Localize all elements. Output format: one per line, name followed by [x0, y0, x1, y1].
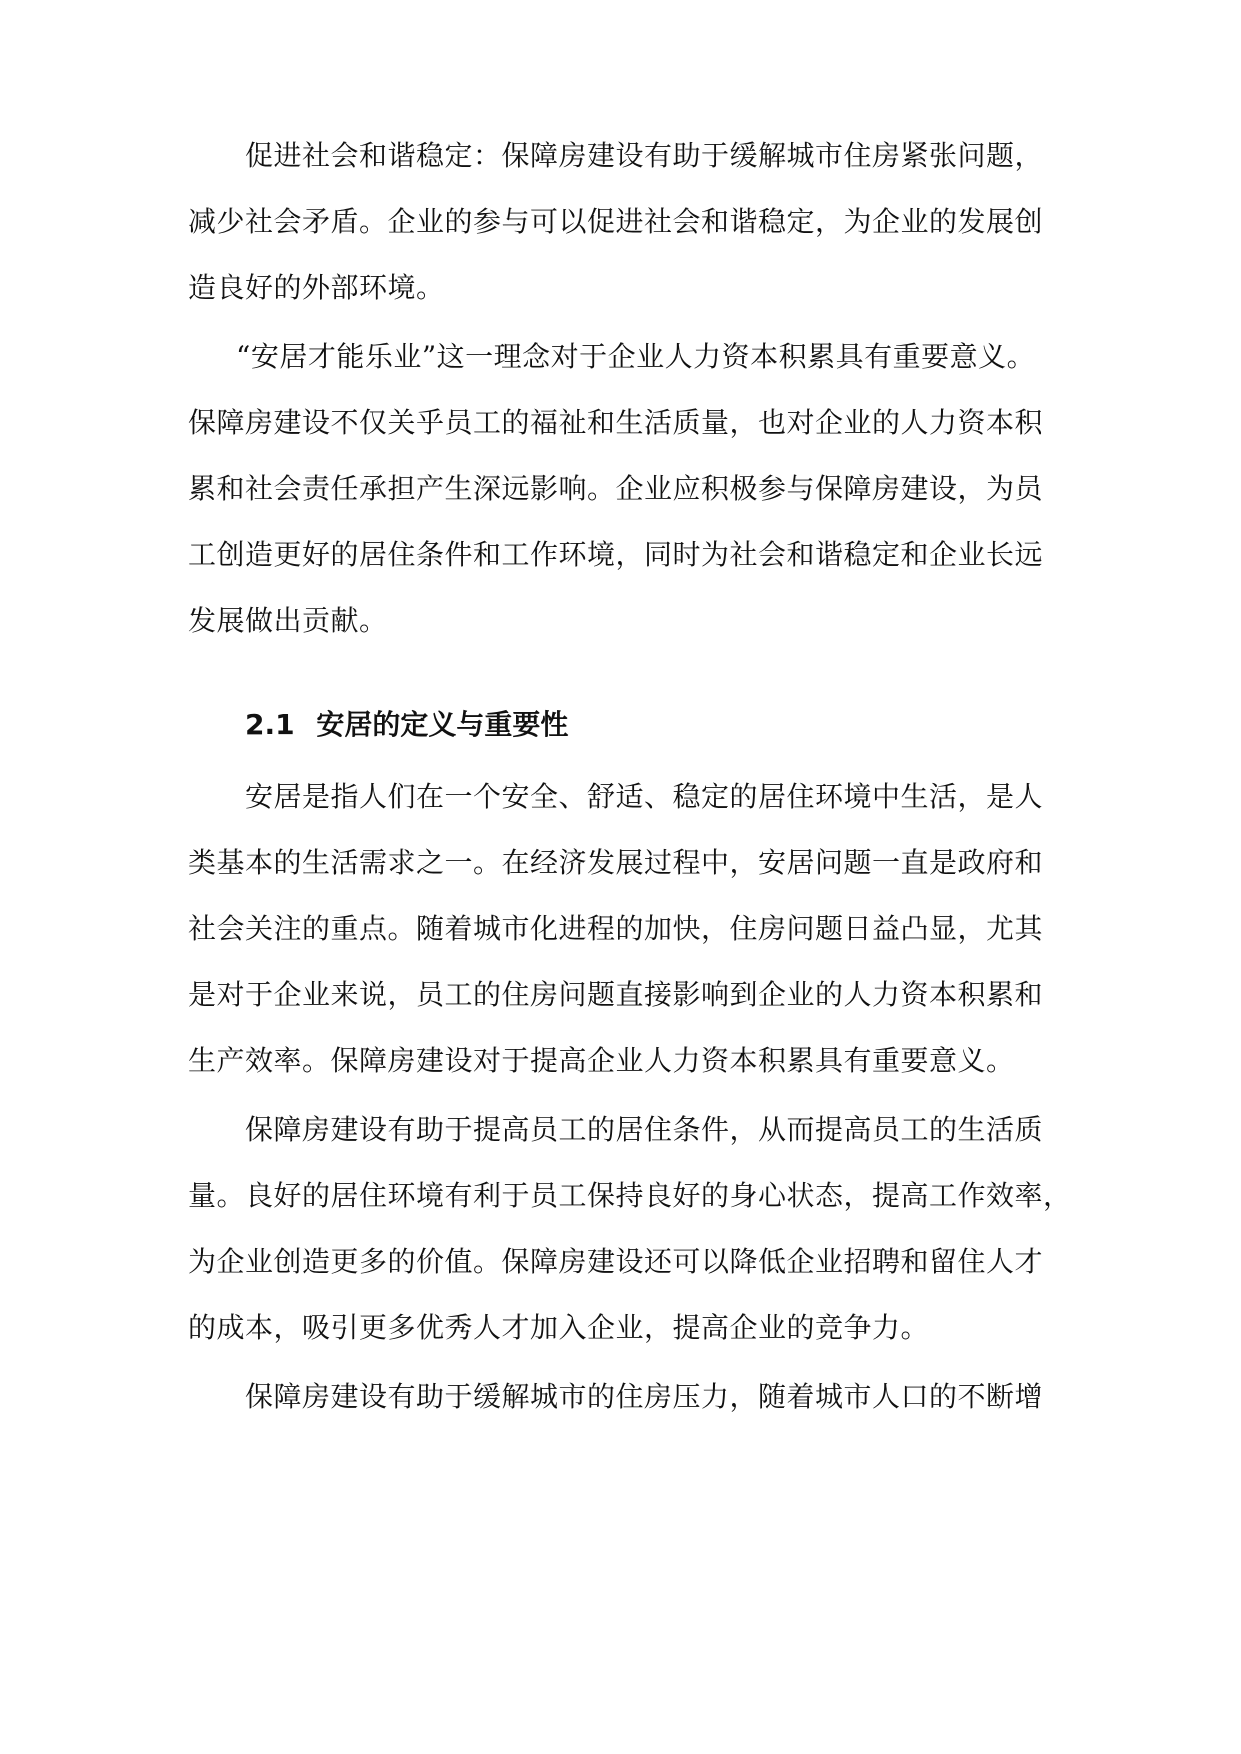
paragraph-line: 量。良好的居住环境有利于员工保持良好的身心状态，提高工作效率，: [188, 1179, 1072, 1212]
section-title: 安居的定义与重要性: [316, 708, 569, 741]
paragraph-line: 保障房建设有助于提高员工的居住条件，从而提高员工的生活质: [245, 1113, 1044, 1146]
paragraph-line: 保障房建设不仅关乎员工的福祉和生活质量，也对企业的人力资本积: [188, 406, 1044, 439]
paragraph-line: 的成本，吸引更多优秀人才加入企业，提高企业的竞争力。: [188, 1311, 930, 1344]
paragraph-line: 社会关注的重点。随着城市化进程的加快，住房问题日益凸显，尤其: [188, 912, 1044, 945]
paragraph-line: 工创造更好的居住条件和工作环境，同时为社会和谐稳定和企业长远: [188, 538, 1044, 571]
paragraph-line: 促进社会和谐稳定：保障房建设有助于缓解城市住房紧张问题，: [245, 139, 1044, 172]
paragraph-line: 保障房建设有助于缓解城市的住房压力，随着城市人口的不断增: [245, 1380, 1044, 1413]
section-heading: [245, 705, 568, 745]
paragraph-line: 造良好的外部环境。: [188, 271, 445, 304]
paragraph-line: 类基本的生活需求之一。在经济发展过程中，安居问题一直是政府和: [188, 846, 1044, 879]
section-number: 2.1: [245, 708, 295, 741]
paragraph-line: 生产效率。保障房建设对于提高企业人力资本积累具有重要意义。: [188, 1044, 1015, 1077]
paragraph-line: 发展做出贡献。: [188, 604, 388, 637]
paragraph-line: 安居是指人们在一个安全、舒适、稳定的居住环境中生活，是人: [245, 780, 1044, 813]
paragraph-line: 累和社会责任承担产生深远影响。企业应积极参与保障房建设，为员: [188, 472, 1044, 505]
paragraph-line: 减少社会矛盾。企业的参与可以促进社会和谐稳定，为企业的发展创: [188, 205, 1044, 238]
paragraph-line: “安居才能乐业”这一理念对于企业人力资本积累具有重要意义。: [236, 340, 1036, 373]
paragraph-line: 为企业创造更多的价值。保障房建设还可以降低企业招聘和留住人才: [188, 1245, 1044, 1278]
paragraph-line: 是对于企业来说，员工的住房问题直接影响到企业的人力资本积累和: [188, 978, 1044, 1011]
